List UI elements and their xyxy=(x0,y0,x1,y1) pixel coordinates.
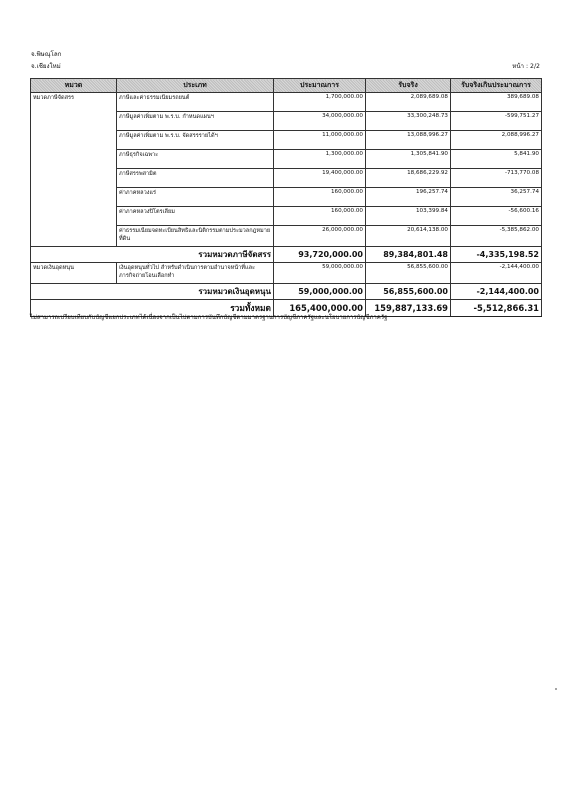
table-header-row xyxy=(31,79,542,93)
actual-cell: 1,305,841.90 xyxy=(366,150,451,169)
actual-cell: 20,614,138.00 xyxy=(366,226,451,247)
category-cell: หมวดภาษีจัดสรร xyxy=(31,93,117,247)
actual-cell: 13,088,996.27 xyxy=(366,131,451,150)
difference-cell: 5,841.90 xyxy=(451,150,542,169)
difference-cell: 36,257.74 xyxy=(451,188,542,207)
difference-cell: -599,751.27 xyxy=(451,112,542,131)
grand-total-label: รวมทั้งหมด xyxy=(117,300,274,317)
scan-speck xyxy=(555,688,557,690)
subtotal-estimate: 93,720,000.00 xyxy=(274,247,366,263)
actual-cell: 196,257.74 xyxy=(366,188,451,207)
subtotal-spacer xyxy=(31,247,117,263)
subtotal-spacer xyxy=(31,284,117,300)
type-cell: ภาษีและค่าธรรมเนียมรถยนต์ xyxy=(117,93,274,112)
type-cell: ค่าธรรมเนียมจดทะเบียนสิทธิและนิติกรรมตามประมวลกฎหมายที่ดิน xyxy=(117,226,274,247)
estimate-cell: 11,000,000.00 xyxy=(274,131,366,150)
category-cell: หมวดเงินอุดหนุน xyxy=(31,263,117,284)
estimate-cell: 160,000.00 xyxy=(274,207,366,226)
estimate-cell: 26,000,000.00 xyxy=(274,226,366,247)
revenue-table xyxy=(30,78,542,317)
difference-cell: -5,385,862.00 xyxy=(451,226,542,247)
type-cell: ภาษีธุรกิจเฉพาะ xyxy=(117,150,274,169)
type-cell: เงินอุดหนุนทั่วไป สำหรับดำเนินการตามอำนาจหน้าที่และภารกิจถ่ายโอนเลือกทำ xyxy=(117,263,274,284)
page-number: หน้า : 2/2 xyxy=(512,63,540,70)
type-cell: ค่าภาคหลวงปิโตรเลียม xyxy=(117,207,274,226)
type-cell: ค่าภาคหลวงแร่ xyxy=(117,188,274,207)
subtotal-difference: -4,335,198.52 xyxy=(451,247,542,263)
type-cell: ภาษีมูลค่าเพิ่มตาม พ.ร.บ. กำหนดแผนฯ xyxy=(117,112,274,131)
grand-total-actual: 159,887,133.69 xyxy=(366,300,451,317)
estimate-cell: 160,000.00 xyxy=(274,188,366,207)
municipality-label: จ.เชียงใหม่ xyxy=(31,63,61,70)
estimate-cell: 1,300,000.00 xyxy=(274,150,366,169)
column-header-estimate: ประมาณการ xyxy=(274,79,366,93)
actual-cell: 103,399.84 xyxy=(366,207,451,226)
type-cell: ภาษีมูลค่าเพิ่มตาม พ.ร.บ. จัดสรรรายได้ฯ xyxy=(117,131,274,150)
subtotal-row xyxy=(31,284,542,300)
column-header-category: หมวด xyxy=(31,79,117,93)
subtotal-difference: -2,144,400.00 xyxy=(451,284,542,300)
actual-cell: 2,089,689.08 xyxy=(366,93,451,112)
actual-cell: 18,686,229.92 xyxy=(366,169,451,188)
column-header-type: ประเภท xyxy=(117,79,274,93)
estimate-cell: 1,700,000.00 xyxy=(274,93,366,112)
actual-cell: 56,855,600.00 xyxy=(366,263,451,284)
difference-cell: -2,144,400.00 xyxy=(451,263,542,284)
subtotal-label: รวมหมวดเงินอุดหนุน xyxy=(117,284,274,300)
column-header-actual: รับจริง xyxy=(366,79,451,93)
subtotal-actual: 56,855,600.00 xyxy=(366,284,451,300)
table-row xyxy=(31,263,542,284)
type-cell: ภาษีสรรพสามิต xyxy=(117,169,274,188)
estimate-cell: 19,400,000.00 xyxy=(274,169,366,188)
difference-cell: 2,088,996.27 xyxy=(451,131,542,150)
table-row xyxy=(31,93,542,112)
footnote: ไม่สามารถเปรียบเทียบกับบัญชีแยกประเภทได้เนื่องจากเป็นไปตามการบันทึกบัญชีตามมาตรฐานการบัญชีภาครัฐและนโยบายการบัญชีภาครัฐ xyxy=(30,314,388,321)
province-label: จ.พิษณุโลก xyxy=(31,51,62,58)
subtotal-actual: 89,384,801.48 xyxy=(366,247,451,263)
grand-total-difference: -5,512,866.31 xyxy=(451,300,542,317)
column-header-difference: รับจริงเกินประมาณการ xyxy=(451,79,542,93)
difference-cell: -713,770.08 xyxy=(451,169,542,188)
subtotal-label: รวมหมวดภาษีจัดสรร xyxy=(117,247,274,263)
difference-cell: 389,689.08 xyxy=(451,93,542,112)
estimate-cell: 59,000,000.00 xyxy=(274,263,366,284)
subtotal-row xyxy=(31,247,542,263)
grand-total-estimate: 165,400,000.00 xyxy=(274,300,366,317)
difference-cell: -56,600.16 xyxy=(451,207,542,226)
estimate-cell: 34,000,000.00 xyxy=(274,112,366,131)
actual-cell: 33,300,248.73 xyxy=(366,112,451,131)
subtotal-estimate: 59,000,000.00 xyxy=(274,284,366,300)
